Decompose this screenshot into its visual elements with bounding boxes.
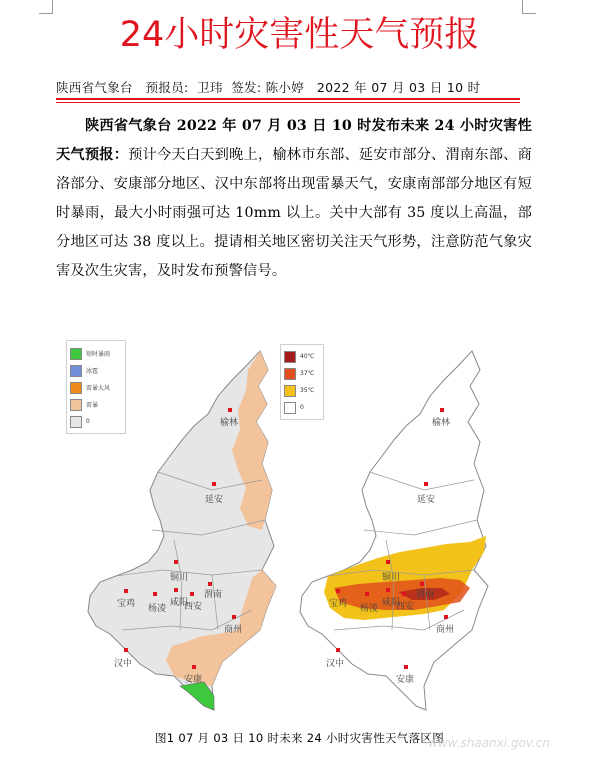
legend-left-item (67, 413, 125, 430)
city-label-weinan-right: 渭南 (416, 590, 435, 600)
legend-right-item (281, 399, 323, 416)
city-marker-tongchuan-right (386, 560, 390, 564)
legend-left-item (67, 396, 125, 413)
legend-left (66, 340, 126, 434)
city-label-shangzhou-right: 商州 (436, 625, 455, 635)
city-label-yangling: 杨凌 (148, 604, 167, 614)
legend-right-item (281, 348, 323, 365)
city-label-ankang-right: 安康 (396, 675, 415, 685)
legend-swatch-heavy-rain (70, 348, 82, 360)
forecast-text: 预计今天白天到晚上，榆林市东部、延安市部分、渭南东部、商洛部分、安康部分地区、汉中东部将出现雷暴天气，安康南部部分地区有短时暴雨，最大小时雨强可达 10mm 以上。关中大部有 35 度以上高温，部分地区可达 38 度以上。提请相关地区密切关注天气形势，注意防范气象灾害及次生灾害，及时发布预警信号。 (56, 147, 532, 279)
legend-swatch-thunder (70, 399, 82, 411)
legend-swatch-40c (284, 351, 296, 363)
city-label-yulin-right: 榆林 (432, 418, 451, 428)
city-label-hanzhong: 汉中 (114, 659, 133, 669)
figure-caption: 图1 07 月 03 日 10 时未来 24 小时灾害性天气落区图 (155, 731, 444, 745)
issuer-line: 陕西省气象台 预报员: 卫玮 签发: 陈小婷 2022 年 07 月 03 日 10 时 (56, 80, 481, 95)
city-marker-yanan (212, 482, 216, 486)
city-marker-tongchuan (174, 560, 178, 564)
city-label-ankang: 安康 (184, 675, 203, 685)
city-label-baoji-right: 宝鸡 (329, 599, 348, 609)
legend-left-item (67, 362, 125, 379)
legend-swatch-35c (284, 385, 296, 397)
forecast-maps (62, 330, 532, 720)
crop-mark-top-left (39, 0, 53, 14)
legend-left-item (67, 379, 125, 396)
city-label-shangzhou: 商州 (224, 625, 243, 635)
legend-label: 短时暴雨 (86, 351, 111, 358)
city-label-xian: 西安 (184, 602, 203, 612)
legend-label: 雷暴大风 (86, 385, 111, 392)
city-marker-hanzhong (124, 648, 128, 652)
city-marker-xian (190, 592, 194, 596)
city-label-xian-right: 西安 (396, 602, 415, 612)
city-label-yulin: 榆林 (220, 418, 239, 428)
legend-label: 0 (86, 418, 90, 425)
city-label-weinan: 渭南 (204, 590, 223, 600)
legend-swatch-37c (284, 368, 296, 380)
crop-mark-top-right (522, 0, 536, 14)
city-marker-baoji (124, 589, 128, 593)
city-marker-shangzhou (232, 615, 236, 619)
city-marker-xianyang-right (386, 588, 390, 592)
legend-right-item (281, 382, 323, 399)
legend-right-item (281, 365, 323, 382)
forecast-lead: 陕西省气象台 2022 年 07 月 03 日 10 时发布未来 24 小时灾害性天气预报： (56, 118, 532, 163)
legend-label: 37℃ (300, 370, 315, 377)
city-marker-yanan-right (424, 482, 428, 486)
legend-swatch-0 (284, 402, 296, 414)
legend-right (280, 344, 324, 420)
city-marker-yangling-right (365, 592, 369, 596)
forecast-paragraph (56, 112, 532, 286)
header-rule-thin (56, 102, 520, 103)
legend-swatch-none (70, 416, 82, 428)
city-marker-yulin-right (440, 408, 444, 412)
city-marker-ankang (192, 665, 196, 669)
city-marker-yulin (228, 408, 232, 412)
document-title: 24小时灾害性天气预报 (119, 15, 480, 55)
site-watermark: www.shaanxi.gov.cn (428, 736, 551, 750)
city-label-xianyang: 咸阳 (170, 598, 189, 608)
legend-swatch-hail (70, 365, 82, 377)
city-label-yangling-right: 杨凌 (360, 604, 379, 614)
legend-left-item (67, 345, 125, 362)
city-label-xianyang-right: 咸阳 (382, 598, 401, 608)
city-marker-weinan-right (420, 582, 424, 586)
city-marker-ankang-right (404, 665, 408, 669)
header-rule-thick (56, 98, 520, 100)
city-marker-xian-right (402, 592, 406, 596)
shaanxi-outline-right (300, 351, 488, 710)
legend-label: 0 (300, 404, 304, 411)
city-marker-hanzhong-right (336, 648, 340, 652)
city-marker-shangzhou-right (444, 615, 448, 619)
city-label-hanzhong-right: 汉中 (326, 659, 345, 669)
city-marker-xianyang (174, 588, 178, 592)
legend-label: 冰雹 (86, 368, 99, 375)
city-marker-yangling (153, 592, 157, 596)
legend-swatch-thunder-gale (70, 382, 82, 394)
city-label-baoji: 宝鸡 (117, 599, 136, 609)
city-marker-baoji-right (336, 589, 340, 593)
legend-label: 35℃ (300, 387, 315, 394)
city-label-tongchuan-right: 铜川 (382, 573, 401, 583)
legend-label: 40℃ (300, 353, 315, 360)
legend-label: 雷暴 (86, 402, 99, 409)
map-right (300, 351, 488, 710)
city-marker-weinan (208, 582, 212, 586)
city-label-yanan: 延安 (205, 495, 224, 505)
city-label-yanan-right: 延安 (417, 495, 436, 505)
city-label-tongchuan: 铜川 (170, 573, 189, 583)
